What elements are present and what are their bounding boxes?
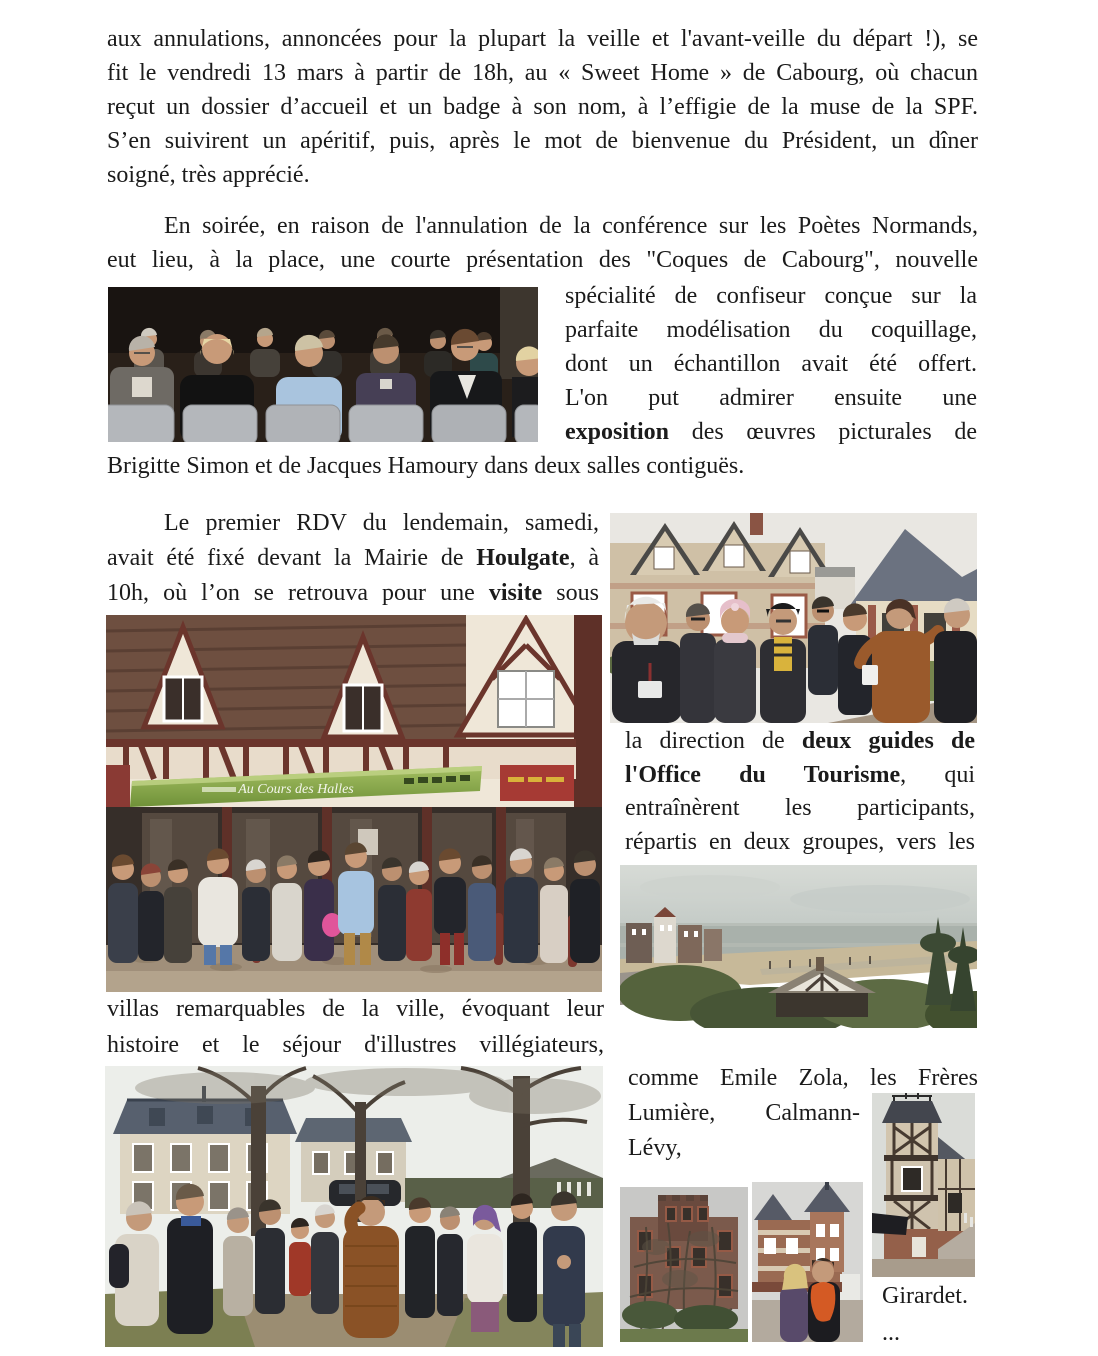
text-line xyxy=(625,759,975,793)
paragraph-evening-end xyxy=(107,449,978,483)
text-segment: S’en suivirent un apéritif, puis, après le mot de bienvenue du Président, un dîner xyxy=(107,128,978,154)
text-line xyxy=(107,158,978,192)
text-segment: Lumière, Calmann- xyxy=(628,1100,860,1126)
text-segment: villas remarquables de la ville, évoquant leur xyxy=(107,996,604,1022)
awning-text: Au Cours des Halles xyxy=(238,782,354,797)
text-line xyxy=(565,381,977,415)
text-line xyxy=(107,991,604,1027)
photo-street-group xyxy=(610,513,977,723)
text-segment: parfaite modélisation du coquillage, xyxy=(565,317,977,343)
text-segment-bold: visite xyxy=(488,580,543,606)
photo-halles-building xyxy=(106,615,602,992)
paragraph-guides xyxy=(625,725,975,859)
text-line xyxy=(628,1131,860,1166)
text-line xyxy=(625,826,975,860)
text-segment: Lévy, xyxy=(628,1135,682,1161)
photo-park-group xyxy=(105,1066,603,1347)
text-segment: répartis en deux groupes, vers les xyxy=(625,828,975,855)
text-segment: L'on put admirer ensuite une xyxy=(565,385,977,411)
text-line xyxy=(107,209,978,243)
text-segment: aux annulations, annoncées pour la plupart la veille et l'avant-veille du départ !), se xyxy=(107,26,978,52)
text-segment: dont un échantillon avait été offert. xyxy=(565,351,977,377)
text-segment: Brigitte Simon et de Jacques Hamoury dans deux salles contiguës. xyxy=(107,453,745,479)
text-line xyxy=(107,506,599,541)
text-line xyxy=(565,279,977,313)
text-line xyxy=(628,1061,978,1096)
text-segment-bold: Houlgate xyxy=(476,545,570,571)
text-segment: fit le vendredi 13 mars à partir de 18h, au « Sweet Home » de Cabourg, où chacun xyxy=(107,60,978,86)
paragraph-rdv xyxy=(107,506,599,611)
text-segment: reçut un dossier d’accueil et un badge à son nom, à l’effigie de la muse de la SPF. xyxy=(107,94,978,120)
text-segment: Le premier RDV du lendemain, samedi, xyxy=(164,510,599,536)
text-segment: ... xyxy=(882,1320,900,1346)
text-segment: spécialité de confiseur conçue sur la xyxy=(565,283,977,309)
paragraph-girardet xyxy=(882,1279,978,1314)
text-line xyxy=(625,792,975,826)
paragraph-evening-wrap xyxy=(565,279,977,449)
text-segment: , à xyxy=(569,545,600,571)
paragraph-ellipsis xyxy=(882,1316,978,1351)
text-line xyxy=(107,449,978,483)
text-line xyxy=(882,1279,978,1314)
text-segment: 10h, où l’on se retrouva pour une xyxy=(107,580,489,606)
text-segment: histoire et le séjour d'illustres villégiateurs, xyxy=(107,1032,604,1058)
text-line xyxy=(107,1027,604,1063)
text-line xyxy=(107,90,978,124)
text-segment: Girardet. xyxy=(882,1283,968,1309)
text-segment: sous xyxy=(542,580,599,606)
text-line xyxy=(107,56,978,90)
text-line xyxy=(107,243,978,277)
text-line xyxy=(565,415,977,449)
paragraph-evening xyxy=(107,209,978,277)
text-segment: comme Emile Zola, les Frères xyxy=(628,1065,978,1091)
text-segment: des œuvres picturales de xyxy=(669,419,977,445)
text-line xyxy=(882,1316,978,1351)
paragraph-continuation xyxy=(107,22,978,192)
text-segment: la direction de xyxy=(625,728,802,754)
photo-villa-ivy xyxy=(620,1187,748,1342)
text-segment-bold: deux guides de xyxy=(801,728,975,754)
paragraph-villas xyxy=(107,991,604,1063)
photo-villa-turret xyxy=(752,1182,863,1342)
text-segment: soigné, très apprécié. xyxy=(107,162,310,188)
text-line xyxy=(565,347,977,381)
photo-tower-house xyxy=(872,1093,975,1277)
text-segment-bold: exposition xyxy=(565,419,670,445)
text-line xyxy=(107,576,599,611)
text-line xyxy=(107,124,978,158)
text-line xyxy=(107,541,599,576)
photo-audience xyxy=(108,287,538,442)
text-line xyxy=(628,1096,860,1131)
text-line xyxy=(565,313,977,347)
photo-seaside xyxy=(620,865,977,1028)
text-segment: , qui xyxy=(900,761,975,788)
text-segment: avait été fixé devant la Mairie de xyxy=(107,545,477,571)
text-segment: En soirée, en raison de l'annulation de la conférence sur les Poètes Normands, xyxy=(164,213,978,239)
text-segment: entraînèrent les participants, xyxy=(625,795,975,821)
text-segment: eut lieu, à la place, une courte présentation des "Coques de Cabourg", nouvelle xyxy=(107,247,978,273)
text-line xyxy=(625,725,975,759)
text-segment-bold: l'Office du Tourisme xyxy=(625,761,901,788)
text-line xyxy=(107,22,978,56)
